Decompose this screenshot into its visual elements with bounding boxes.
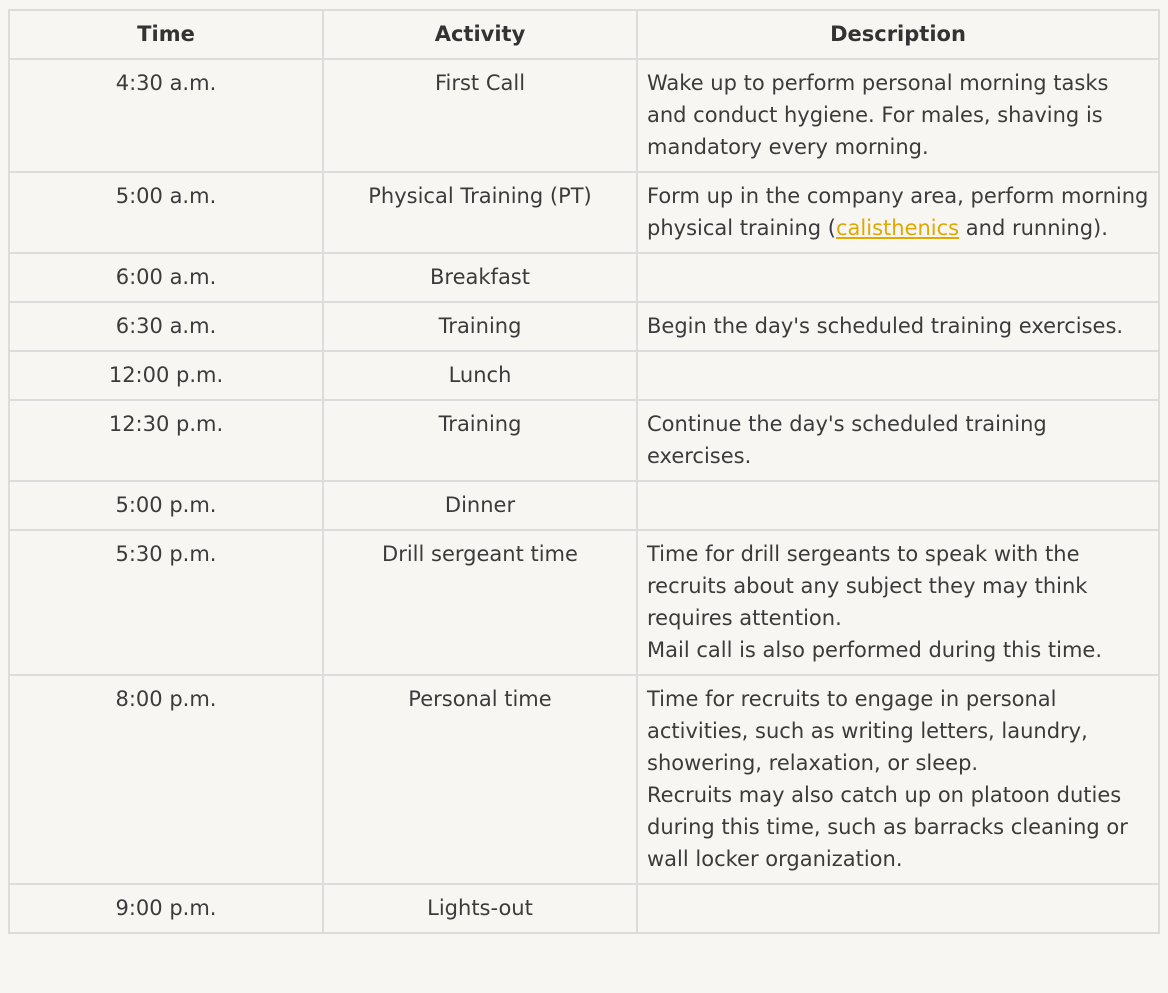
table-row [9,481,1159,530]
cell-description [637,351,1159,400]
header-activity: Activity [323,10,637,59]
cell-description [637,884,1159,933]
cell-time: 5:00 a.m. [9,172,323,253]
cell-description [637,172,1159,253]
table-row [9,253,1159,302]
header-row [9,10,1159,59]
cell-time: 12:30 p.m. [9,400,323,481]
table-row [9,59,1159,172]
cell-time: 6:00 a.m. [9,253,323,302]
header-time: Time [9,10,323,59]
description-text: Continue the day's scheduled training exercises. [647,412,1047,468]
cell-time: 5:00 p.m. [9,481,323,530]
schedule-table [8,9,1160,934]
table-row [9,351,1159,400]
description-text: Form up in the company area, perform morning physical training ( [647,184,1149,240]
header-description: Description [637,10,1159,59]
description-text: Time for recruits to engage in personal activities, such as writing letters, laundry, showering, relaxation, or sleep. [647,687,1088,775]
cell-description [637,400,1159,481]
table-row [9,675,1159,884]
cell-activity: Drill sergeant time [323,530,637,675]
cell-description [637,675,1159,884]
cell-time: 8:00 p.m. [9,675,323,884]
table-row [9,530,1159,675]
description-text: Wake up to perform personal morning tasks and conduct hygiene. For males, shaving is mandatory every morning. [647,71,1109,159]
cell-description [637,253,1159,302]
description-text: and running). [959,216,1108,240]
cell-activity: Physical Training (PT) [323,172,637,253]
description-text: Recruits may also catch up on platoon duties during this time, such as barracks cleaning or wall locker organization. [647,783,1128,871]
description-text: Time for drill sergeants to speak with the recruits about any subject they may think requires attention. [647,542,1088,630]
cell-description [637,59,1159,172]
cell-time: 9:00 p.m. [9,884,323,933]
cell-activity: First Call [323,59,637,172]
cell-time: 12:00 p.m. [9,351,323,400]
description-text: Mail call is also performed during this time. [647,638,1103,662]
cell-time: 4:30 a.m. [9,59,323,172]
table-row [9,884,1159,933]
description-text: Begin the day's scheduled training exercises. [647,314,1124,338]
cell-time: 5:30 p.m. [9,530,323,675]
cell-activity: Lunch [323,351,637,400]
cell-activity: Dinner [323,481,637,530]
calisthenics-link[interactable]: calisthenics [836,216,960,240]
table-row [9,172,1159,253]
table-row [9,302,1159,351]
cell-activity: Training [323,400,637,481]
cell-time: 6:30 a.m. [9,302,323,351]
cell-activity: Training [323,302,637,351]
cell-activity: Breakfast [323,253,637,302]
cell-activity: Lights-out [323,884,637,933]
cell-description [637,530,1159,675]
cell-description [637,481,1159,530]
cell-activity: Personal time [323,675,637,884]
cell-description [637,302,1159,351]
table-row [9,400,1159,481]
